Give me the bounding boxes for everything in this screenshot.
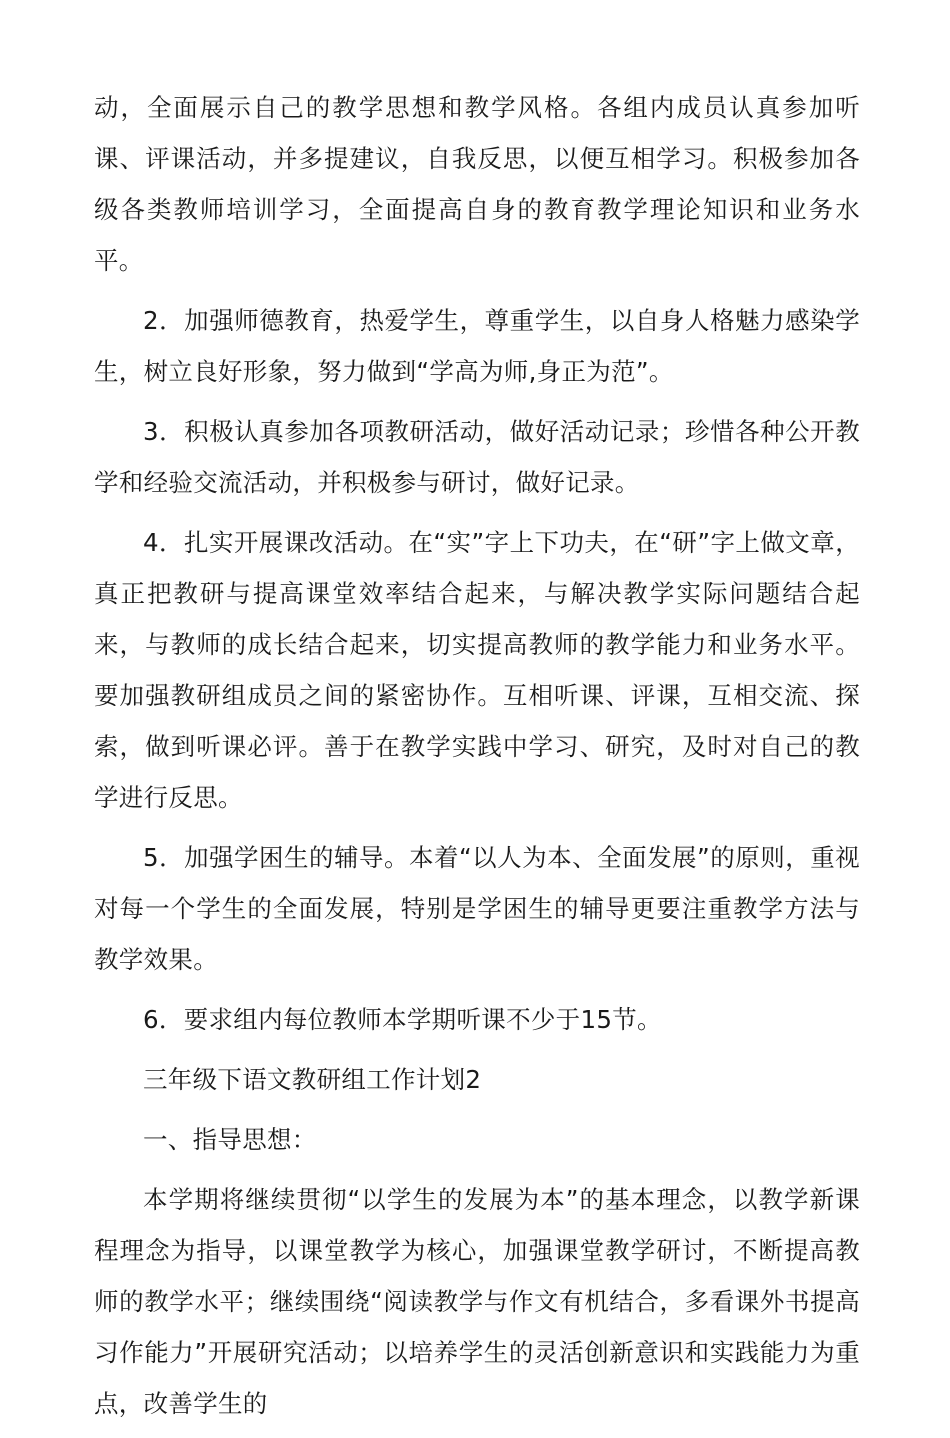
paragraph-item-6: 6．要求组内每位教师本学期听课不少于15节。 xyxy=(143,1005,662,1034)
section-title: 三年级下语文教研组工作计划2 xyxy=(143,1065,482,1094)
paragraph-item-2: 2．加强师德教育，热爱学生，尊重学生，以自身人格魅力感染学生，树立良好形象，努力做到“学高为师,身正为范”。 xyxy=(94,306,860,386)
paragraph-item-5: 5．加强学困生的辅导。本着“以人为本、全面发展”的原则，重视对每一个学生的全面发展，特别是学困生的辅导更要注重教学方法与教学效果。 xyxy=(94,843,860,974)
paragraph-continuation: 动，全面展示自己的教学思想和教学风格。各组内成员认真参加听课、评课活动，并多提建议，自我反思，以便互相学习。积极参加各级各类教师培训学习，全面提高自身的教育教学理论知识和业务水平。 xyxy=(94,93,860,275)
subheading-guiding-thought: 一、指导思想： xyxy=(143,1125,317,1154)
paragraph-guiding-thought: 本学期将继续贯彻“以学生的发展为本”的基本理念，以教学新课程理念为指导，以课堂教学为核心，加强课堂教学研讨，不断提高教师的教学水平；继续围绕“阅读教学与作文有机结合，多看课外书提高习作能力”开展研究活动；以培养学生的灵活创新意识和实践能力为重点，改善学生的 xyxy=(94,1185,860,1418)
paragraph-item-4: 4．扎实开展课改活动。在“实”字上下功夫，在“研”字上做文章，真正把教研与提高课堂效率结合起来，与解决教学实际问题结合起来，与教师的成长结合起来，切实提高教师的教学能力和业务水平。要加强教研组成员之间的紧密协作。互相听课、评课，互相交流、探索，做到听课必评。善于在教学实践中学习、研究，及时对自己的教学进行反思。 xyxy=(94,528,860,812)
document-page xyxy=(94,82,860,1438)
paragraph-item-3: 3．积极认真参加各项教研活动，做好活动记录；珍惜各种公开教学和经验交流活动，并积极参与研讨，做好记录。 xyxy=(94,417,860,497)
